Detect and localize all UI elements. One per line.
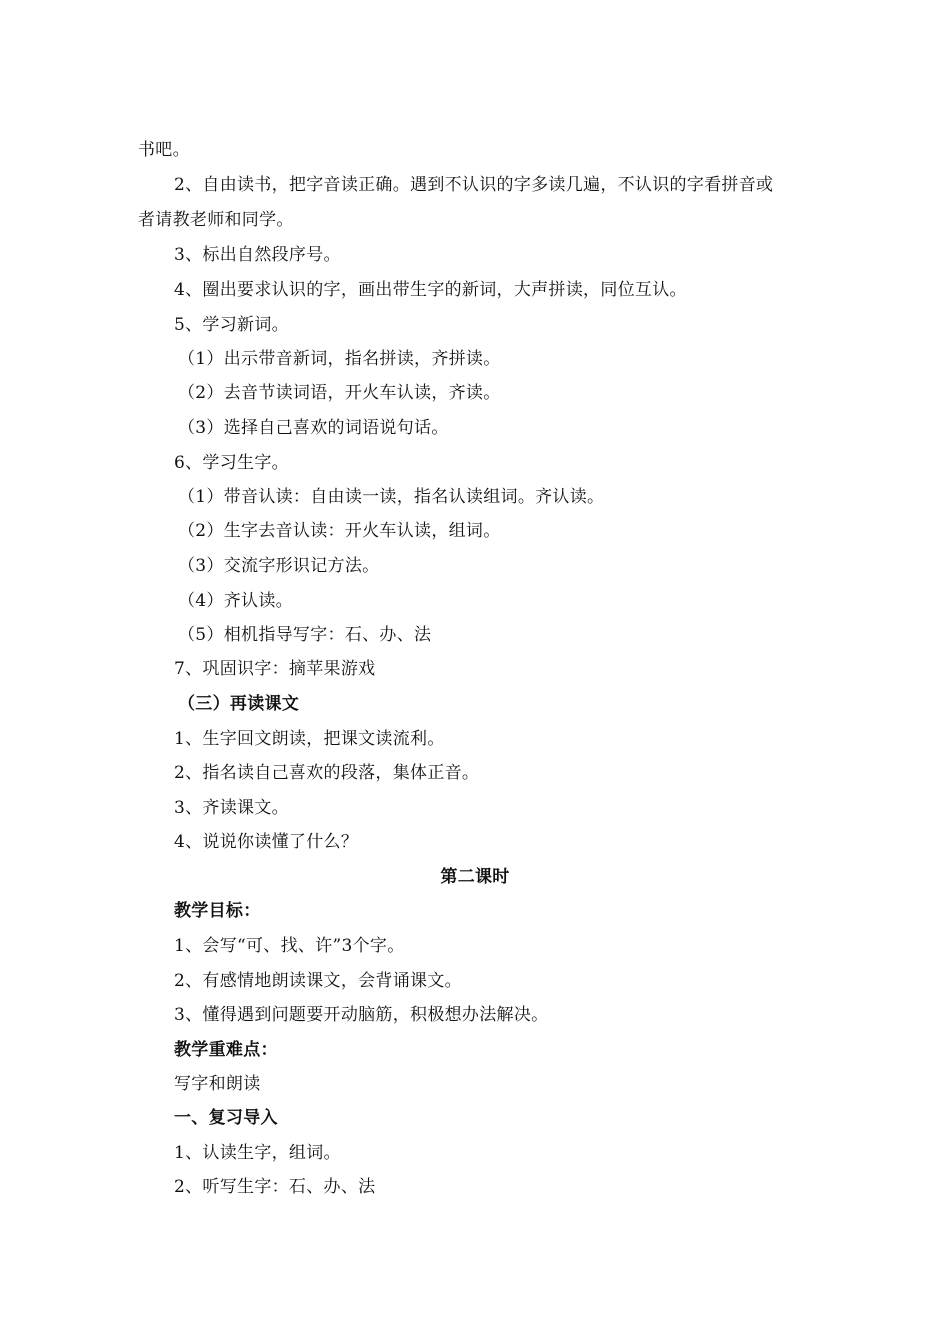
text-line: 1、会写“可、找、许”3个字。: [174, 936, 405, 956]
section-heading: 一、复习导入: [174, 1108, 278, 1128]
text-line: （5）相机指导写字：石、办、法: [178, 625, 432, 645]
text-line: 者请教老师和同学。: [138, 210, 294, 230]
text-line: （1）带音认读：自由读一读，指名认读组词。齐认读。: [178, 487, 605, 507]
text-line: 3、齐读课文。: [174, 798, 289, 818]
section-heading: （三）再读课文: [178, 694, 300, 714]
text-line: 2、自由读书，把字音读正确。遇到不认识的字多读几遍，不认识的字看拼音或: [174, 175, 774, 195]
text-line: （4）齐认读。: [178, 591, 293, 611]
text-line: 2、有感情地朗读课文，会背诵课文。: [174, 971, 462, 991]
text-line: 3、标出自然段序号。: [174, 245, 341, 265]
text-line: 写字和朗读: [174, 1074, 261, 1094]
text-line: （1）出示带音新词，指名拼读，齐拼读。: [178, 349, 501, 369]
section-heading: 教学重难点：: [174, 1040, 278, 1060]
text-line: （2）去音节读词语，开火车认读，齐读。: [178, 383, 501, 403]
text-line: 5、学习新词。: [174, 315, 289, 335]
text-line: 4、说说你读懂了什么？: [174, 832, 359, 852]
text-line: 1、认读生字，组词。: [174, 1143, 341, 1163]
text-line: 6、学习生字。: [174, 453, 289, 473]
section-heading: 教学目标：: [174, 901, 261, 921]
text-line: 书吧。: [138, 140, 190, 160]
text-line: 4、圈出要求认识的字，画出带生字的新词，大声拼读，同位互认。: [174, 280, 687, 300]
text-line: 2、听写生字：石、办、法: [174, 1177, 376, 1197]
text-line: （2）生字去音认读：开火车认读，组词。: [178, 521, 501, 541]
text-line: 3、懂得遇到问题要开动脑筋，积极想办法解决。: [174, 1005, 549, 1025]
text-line: （3）交流字形识记方法。: [178, 556, 380, 576]
text-line: （3）选择自己喜欢的词语说句话。: [178, 418, 449, 438]
text-line: 2、指名读自己喜欢的段落，集体正音。: [174, 763, 480, 783]
text-line: 1、生字回文朗读，把课文读流利。: [174, 729, 445, 749]
lesson-title: 第二课时: [440, 867, 510, 887]
text-line: 7、巩固识字：摘苹果游戏: [174, 659, 376, 679]
